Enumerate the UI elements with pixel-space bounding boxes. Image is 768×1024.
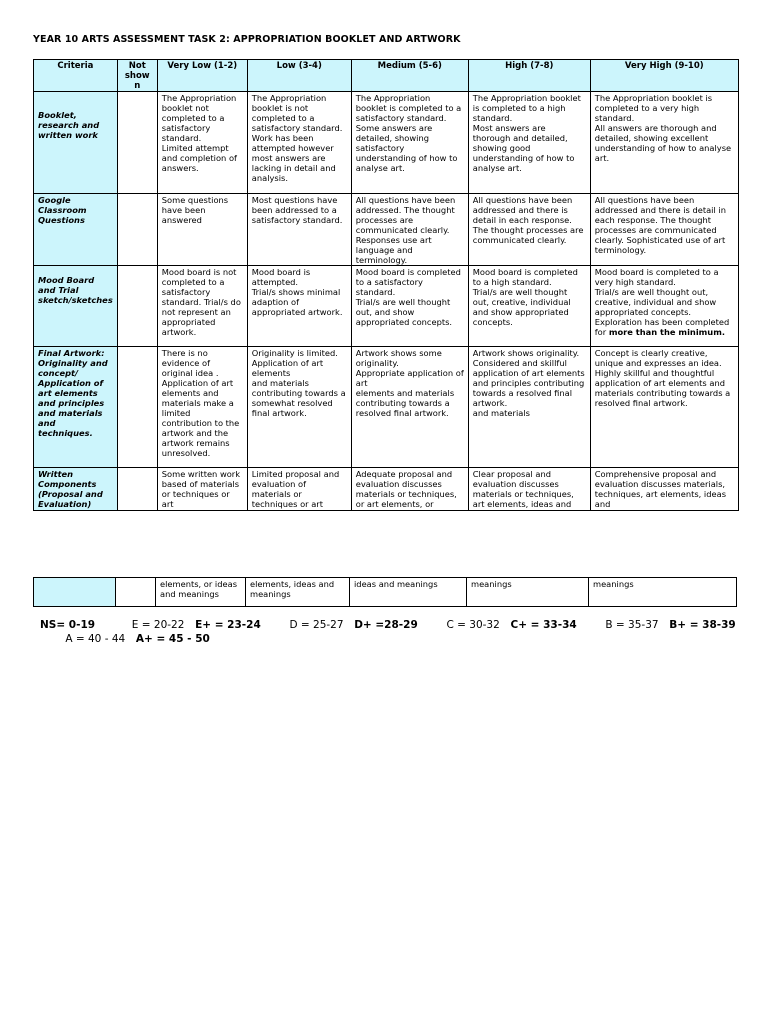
grade-a-plus: A+ = 45 - 50 xyxy=(135,633,210,645)
grade-b: B = 35-37 xyxy=(605,619,659,631)
header-very-low: Very Low (1-2) xyxy=(157,60,247,92)
emphasis-text: more than the minimum. xyxy=(608,327,726,337)
criteria-cell: Google Classroom Questions xyxy=(34,194,118,266)
table-row xyxy=(34,92,739,194)
rubric-cell: Artwork shows some originality. Appropriate application of art elements and materials contributing towards a resolved final artwork. xyxy=(351,347,468,468)
grade-d-plus: D+ =28-29 xyxy=(354,619,418,631)
header-low: Low (3-4) xyxy=(247,60,351,92)
not-shown-cell xyxy=(117,92,157,194)
not-shown-cell xyxy=(117,347,157,468)
rubric-cell: Limited proposal and evaluation of materials or techniques or art xyxy=(247,468,351,511)
grade-b-plus: B+ = 38-39 xyxy=(669,619,736,631)
grade-e-plus: E+ = 23-24 xyxy=(195,619,261,631)
table-row xyxy=(34,347,739,468)
header-criteria: Criteria xyxy=(34,60,118,92)
header-high: High (7-8) xyxy=(468,60,590,92)
grade-scale xyxy=(40,618,740,646)
criteria-cell xyxy=(34,578,116,607)
rubric-cell: Mood board is completed to a satisfactory standard. Trial/s are well thought out, and show appropriated concepts. xyxy=(351,266,468,347)
grade-ns: NS= 0-19 xyxy=(40,619,96,631)
rubric-cell xyxy=(590,266,738,347)
grade-c: C = 30-32 xyxy=(446,619,500,631)
grade-a: A = 40 - 44 xyxy=(65,633,126,645)
rubric-cell: Most questions have been addressed to a satisfactory standard. xyxy=(247,194,351,266)
rubric-cell: ideas and meanings xyxy=(350,578,467,607)
rubric-cell: All questions have been addressed and there is detail in each response. The thought processes are communicated clearly. Sophisticated use of art terminology. xyxy=(590,194,738,266)
grade-c-plus: C+ = 33-34 xyxy=(510,619,577,631)
rubric-cell: The Appropriation booklet is not completed to a satisfactory standard. Work has been attempted however most answers are lacking in detail and analysis. xyxy=(247,92,351,194)
rubric-cell: Some questions have been answered xyxy=(157,194,247,266)
rubric-cell: Mood board is completed to a high standard. Trial/s are well thought out, creative, individual and show appropriated concepts. xyxy=(468,266,590,347)
rubric-cell: The Appropriation booklet not completed to a satisfactory standard. Limited attempt and completion of answers. xyxy=(157,92,247,194)
not-shown-cell xyxy=(117,266,157,347)
rubric-cell: Comprehensive proposal and evaluation discusses materials, techniques, art elements, ideas and xyxy=(590,468,738,511)
table-row xyxy=(34,194,739,266)
criteria-cell: Written Components (Proposal and Evaluation) xyxy=(34,468,118,511)
rubric-cell: Concept is clearly creative, unique and expresses an idea. Highly skillful and thoughtful application of art elements and materials contributing towards a resolved final artwork. xyxy=(590,347,738,468)
rubric-cell: elements, ideas and meanings xyxy=(246,578,350,607)
grade-e: E = 20-22 xyxy=(131,619,185,631)
criteria-cell: Booklet, research and written work xyxy=(34,92,118,194)
header-very-high: Very High (9-10) xyxy=(590,60,738,92)
not-shown-cell xyxy=(117,194,157,266)
rubric-cell: Adequate proposal and evaluation discusses materials or techniques, or art elements, or xyxy=(351,468,468,511)
rubric-cell: The Appropriation booklet is completed to a very high standard. All answers are thorough and detailed, showing excellent understanding of how to analyse art. xyxy=(590,92,738,194)
criteria-cell: Mood Board and Trial sketch/sketches xyxy=(34,266,118,347)
table-row xyxy=(34,468,739,511)
not-shown-cell xyxy=(116,578,156,607)
rubric-cell: Artwork shows originality. Considered and skillful application of art elements and principles contributing towards a resolved final artwork. and materials xyxy=(468,347,590,468)
rubric-cell: The Appropriation booklet is completed to a satisfactory standard. Some answers are detailed, showing satisfactory understanding of how to analyse art. xyxy=(351,92,468,194)
rubric-cell: Some written work based of materials or techniques or art xyxy=(157,468,247,511)
rubric-cell: elements, or ideas and meanings xyxy=(156,578,246,607)
rubric-cell: Mood board is not completed to a satisfactory standard. Trial/s do not represent an appropriated artwork. xyxy=(157,266,247,347)
document-title: YEAR 10 ARTS ASSESSMENT TASK 2: APPROPRIATION BOOKLET AND ARTWORK xyxy=(33,34,461,45)
table-row xyxy=(34,266,739,347)
rubric-cell: The Appropriation booklet is completed to a high standard. Most answers are thorough and detailed, showing good understanding of how to analyse art. xyxy=(468,92,590,194)
rubric-cell: All questions have been addressed. The thought processes are communicated clearly. Responses use art language and terminology. xyxy=(351,194,468,266)
rubric-table-continuation xyxy=(33,577,737,607)
rubric-cell-text: Mood board is completed to a very high standard. Trial/s are well thought out, creative, individual and show appropriated concepts. Exploration has been completed for xyxy=(594,267,730,337)
rubric-cell: meanings xyxy=(589,578,737,607)
rubric-table xyxy=(33,59,739,511)
not-shown-cell xyxy=(117,468,157,511)
rubric-cell: Mood board is attempted. Trial/s shows minimal adaption of appropriated artwork. xyxy=(247,266,351,347)
table-row xyxy=(34,578,737,607)
header-row xyxy=(34,60,739,92)
rubric-cell: meanings xyxy=(467,578,589,607)
rubric-cell: Originality is limited. Application of art elements and materials contributing towards a somewhat resolved final artwork. xyxy=(247,347,351,468)
criteria-cell: Final Artwork: Originality and concept/ Application of art elements and principles and materials and techniques. xyxy=(34,347,118,468)
rubric-cell: There is no evidence of original idea . Application of art elements and materials make a limited contribution to the artwork and the artwork remains unresolved. xyxy=(157,347,247,468)
grade-d: D = 25-27 xyxy=(289,619,344,631)
header-medium: Medium (5-6) xyxy=(351,60,468,92)
rubric-cell: Clear proposal and evaluation discusses materials or techniques, art elements, ideas and xyxy=(468,468,590,511)
rubric-cell: All questions have been addressed and there is detail in each response. The thought processes are communicated clearly. xyxy=(468,194,590,266)
header-not-shown: Not show n xyxy=(117,60,157,92)
